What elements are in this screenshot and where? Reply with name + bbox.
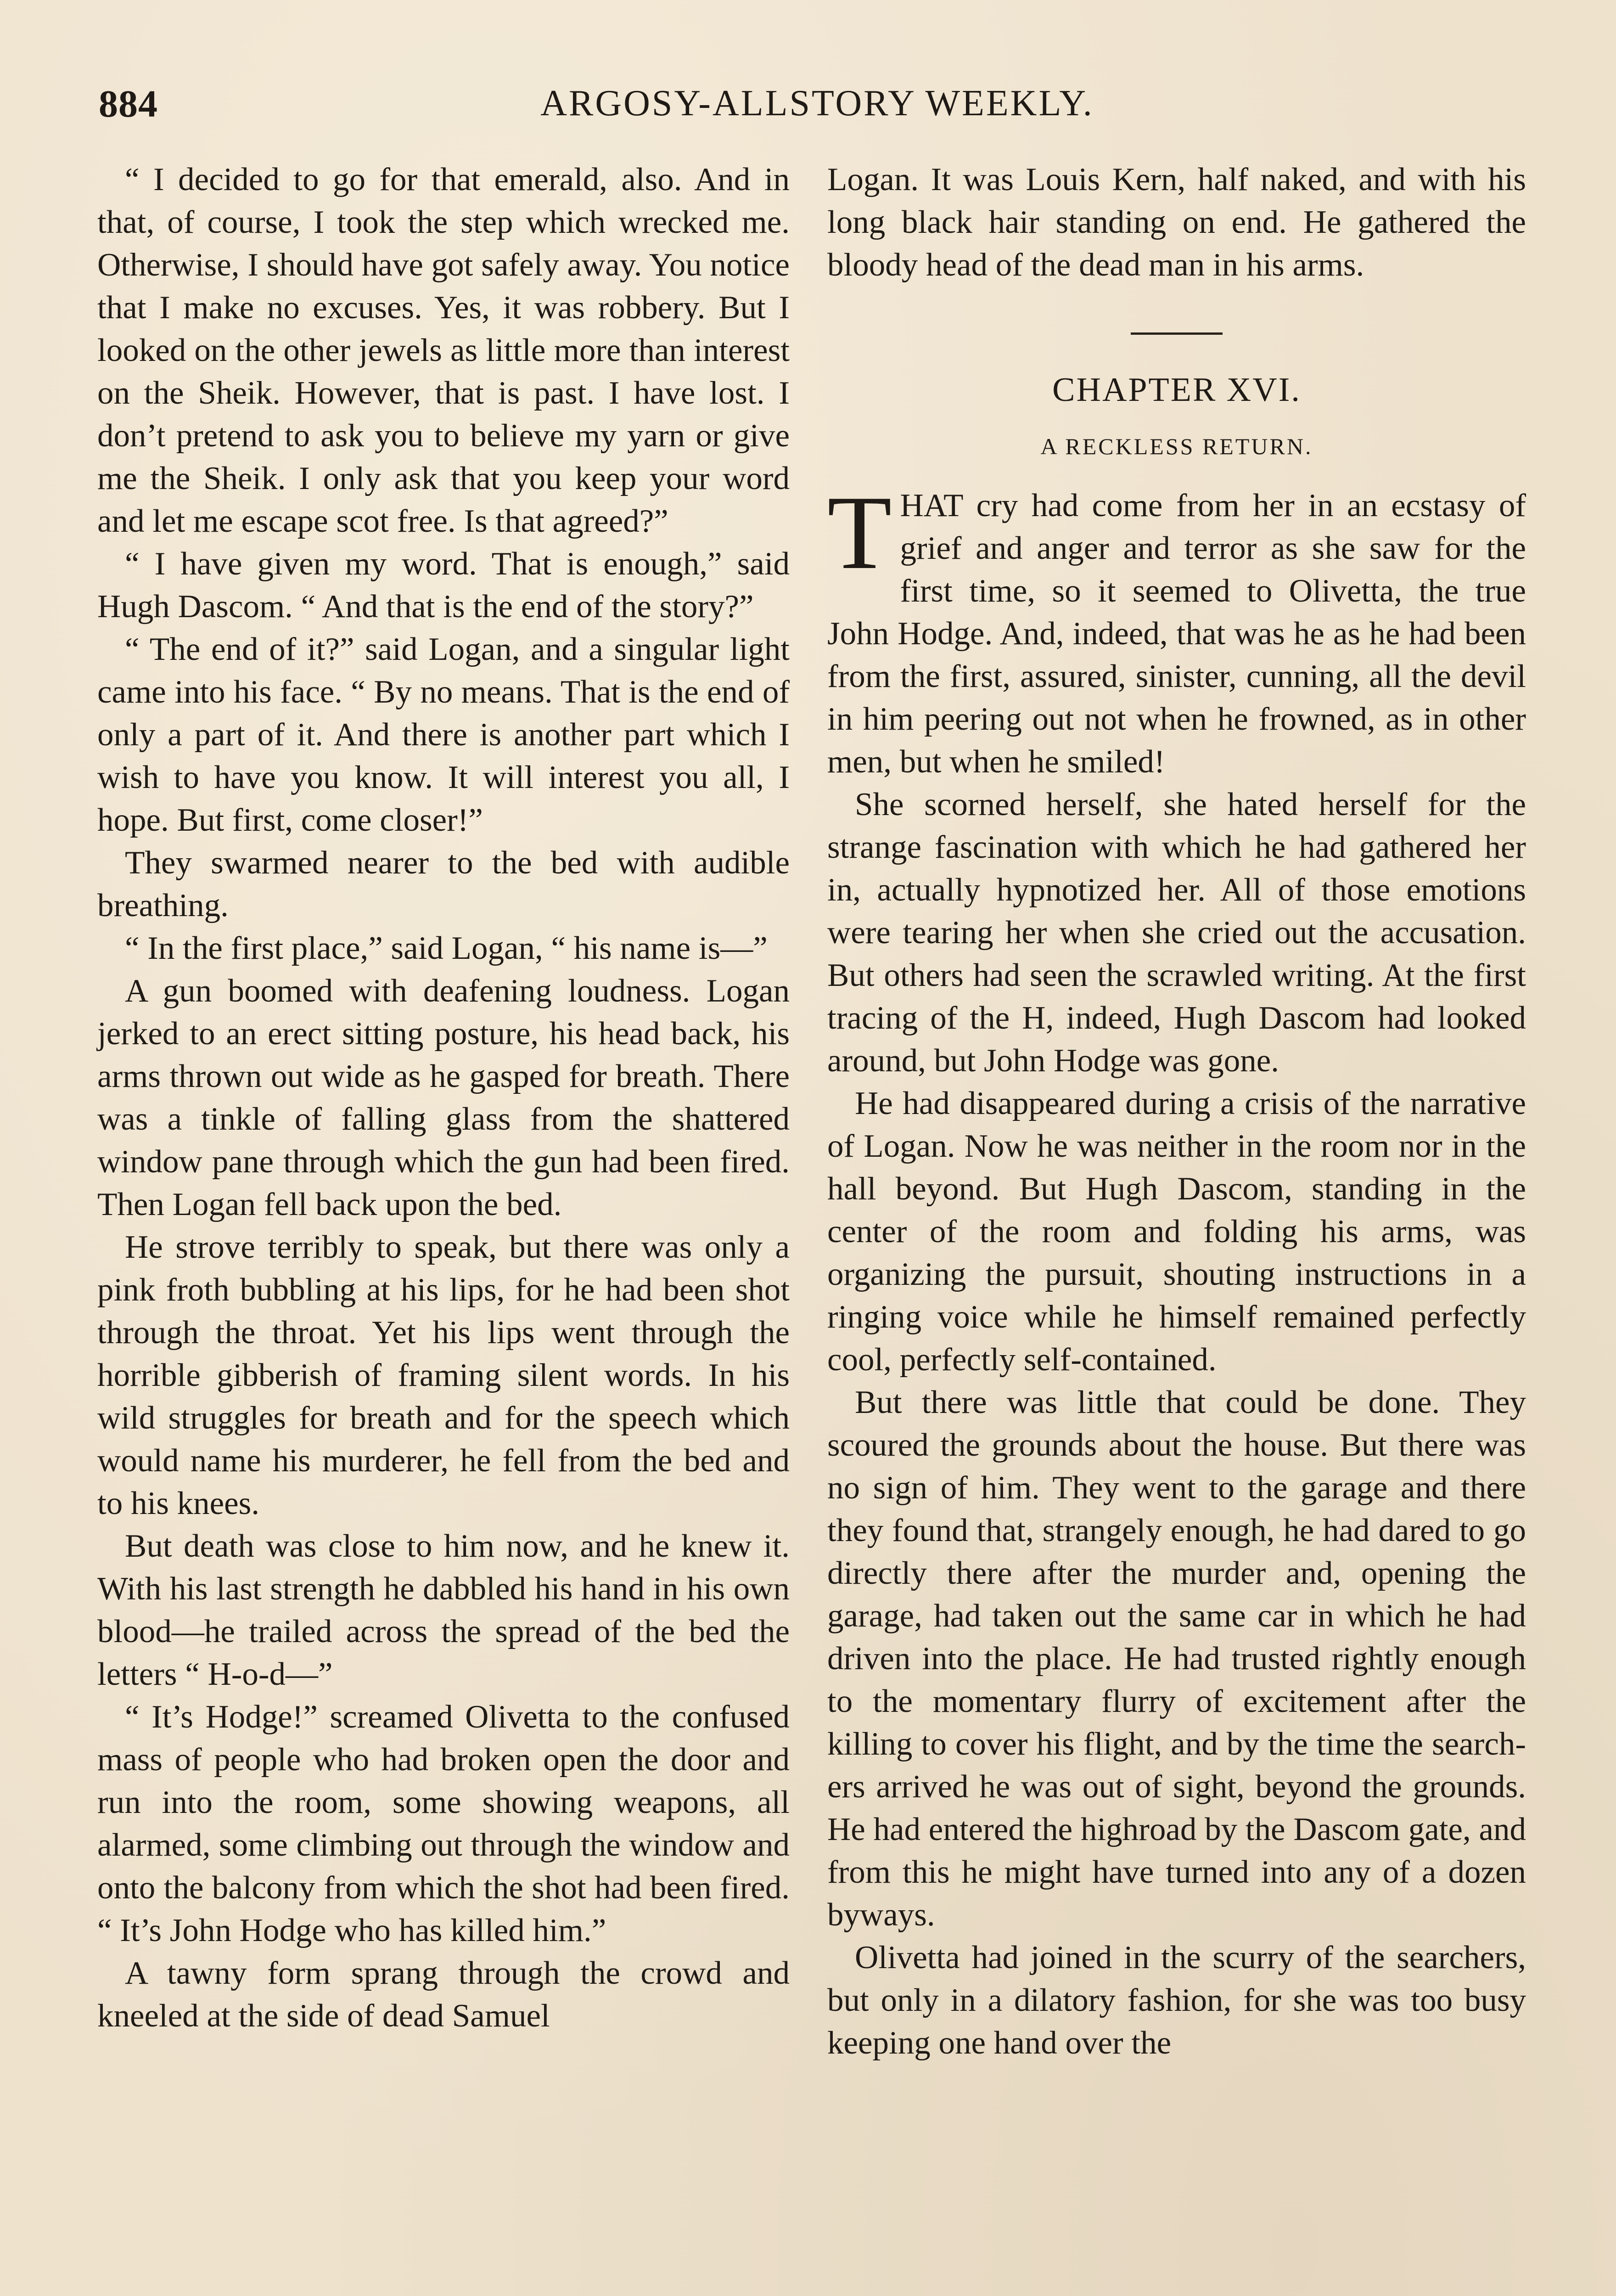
paragraph: “ The end of it?” said Logan, and a singular light came into his face. “ By no means. That is the end of only a part of it. And there is another part which I wish to have you know. It will interest you all, I hope. But first, come closer!” xyxy=(97,631,790,838)
paragraph: Olivetta had joined in the scurry of the searchers, but only in a dilatory fashion, for she was too busy keeping one hand over the xyxy=(827,1940,1526,2061)
paragraph: “ I decided to go for that emerald, also. And in that, of course, I took the step which wrecked me. Otherwise, I should have got safely away. You notice that I make no excuses. Yes, it was robbery. But I looked on the other jewels as little more than interest on the Sheik. However, that is past. I have lost. I don’t pretend to ask you to believe my yarn or give me the Sheik. I only ask that you keep your word and let me escape scot free. Is that agreed?” xyxy=(97,162,790,539)
left-column xyxy=(97,158,790,2037)
opening-paragraph xyxy=(827,474,1526,783)
paragraph: “ I have given my word. That is enough,” said Hugh Dascom. “ And that is the end of the story?” xyxy=(97,546,790,625)
paragraph: They swarmed nearer to the bed with audible breathing. xyxy=(97,845,790,923)
paragraph: He strove terribly to speak, but there was only a pink froth bubbling at his lips, for he had been shot through the throat. Yet his lips went through the horrible gibberish of framing silent words. In his wild struggles for breath and for the speech which would name his murderer, he fell from the bed and to his knees. xyxy=(97,1229,790,1521)
paragraph: But death was close to him now, and he knew it. With his last strength he dabbled his hand in his own blood—he trailed across the spread of the bed the letters “ H-o-d—” xyxy=(97,1528,790,1692)
paragraph: But there was little that could be done. They scoured the grounds about the house. But there was no sign of him. They went to the garage and there they found that, strangely enough, he had dared to go directly there after the murder and, opening the garage, had taken out the same car in which he had driven into the place. He had trusted rightly enough to the momentary flurry of excitement after the killing to cover his flight, and by the time the searchers arrived he was out of sight, beyond the grounds. He had entered the highroad by the Dascom gate, and from this he might have turned into any of a dozen byways. xyxy=(827,1384,1526,1933)
paragraph: “ It’s Hodge!” screamed Olivetta to the confused mass of people who had broken open the door and run into the room, some showing weapons, all alarmed, some climbing out through the window and onto the balcony from which the shot had been fired. “ It’s John Hodge who has killed him.” xyxy=(97,1699,790,1948)
running-title: ARGOSY-ALLSTORY WEEKLY. xyxy=(540,83,1094,124)
page-number: 884 xyxy=(99,83,158,125)
continuation-paragraph: Logan. It was Louis Kern, half naked, and with his long black hair standing on end. He gathered the bloody head of the dead man in his arms. xyxy=(827,162,1526,283)
opening-paragraph-text: HAT cry had come from her in an ecstasy of grief and anger and terror as she saw for the first time, so it seemed to Olivetta, the true John Hodge. And, indeed, that was he as he had been from the first, assured, sinister, cunning, all the devil in him peering out not when he frowned, as in other men, but when he smiled! xyxy=(827,488,1526,780)
paragraph: A gun boomed with deafening loudness. Logan jerked to an erect sitting posture, his head back, his arms thrown out wide as he gasped for breath. There was a tinkle of falling glass from the shattered window pane through which the gun had been fired. Then Logan fell back upon the bed. xyxy=(97,973,790,1222)
section-divider xyxy=(1131,332,1223,335)
paragraph: She scorned herself, she hated herself for the strange fascination with which he had gathered her in, actually hypnotized her. All of those emotions were tearing her when she cried out the accusation. But others had seen the scrawled writing. At the first tracing of the H, indeed, Hugh Dascom had looked around, but John Hodge was gone. xyxy=(827,787,1526,1079)
paragraph: “ In the first place,” said Logan, “ his name is—” xyxy=(125,930,768,966)
drop-cap: T xyxy=(827,474,892,591)
chapter-title: CHAPTER XVI. xyxy=(1052,371,1301,409)
right-column xyxy=(827,158,1526,2065)
paragraph: He had disappeared during a crisis of the narrative of Logan. Now he was neither in the room nor in the hall beyond. But Hugh Dascom, standing in the center of the room and folding his arms, was organizing the pursuit, shouting instructions in a ringing voice while he himself remained perfectly cool, perfectly self-contained. xyxy=(827,1086,1526,1378)
chapter-subtitle: A RECKLESS RETURN. xyxy=(1040,433,1313,459)
paragraph: A tawny form sprang through the crowd and kneeled at the side of dead Samuel xyxy=(97,1955,790,2034)
